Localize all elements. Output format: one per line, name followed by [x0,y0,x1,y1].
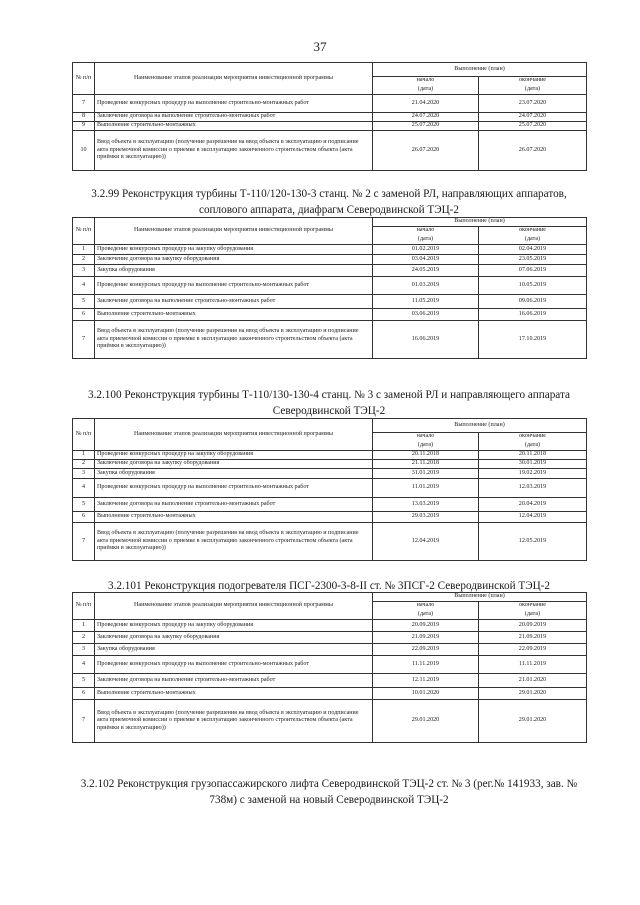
header-start: начало [373,227,479,236]
stage-name: Заключение договора на закупку оборудования [95,632,373,644]
table-row [73,498,587,512]
start-date: 12.04.2019 [373,523,479,561]
row-number: 6 [73,309,95,321]
end-date: 10.05.2019 [479,277,587,295]
start-date: 10.01.2020 [373,688,479,700]
start-date: 21.11.2018 [373,460,479,469]
end-date: 30.01.2019 [479,460,587,469]
start-date: 31.01.2019 [373,469,479,479]
table-row [73,656,587,674]
row-number: 2 [73,255,95,265]
stage-name: Проведение конкурсных процедур на закупку оборудования [95,245,373,255]
stage-name: Проведение конкурсных процедур на выполнение строительно-монтажных работ [95,277,373,295]
end-date: 29.01.2020 [479,700,587,743]
stage-name: Проведение конкурсных процедур на выполнение строительно-монтажных работ [95,656,373,674]
row-number: 10 [73,131,95,171]
start-date: 03.06.2019 [373,309,479,321]
table-row [73,469,587,479]
table-row [73,644,587,656]
stage-name: Ввод объекта в эксплуатацию (получение разрешения на ввод объекта в эксплуатацию и подписание акта приемочной комиссии о приемке в эксплуатацию законченного строительством объекта (акта приёмки в эксплуатацию)) [95,700,373,743]
end-date: 24.07.2020 [479,113,587,122]
table-row [73,113,587,122]
header-execution-plan: Выполнение (план) [373,63,587,77]
header-stage-name: Наименование этапов реализации мероприятия инвестиционной программы [95,63,373,95]
start-date: 22.09.2019 [373,644,479,656]
stage-name: Выполнение строительно-монтажных [95,688,373,700]
header-execution-plan: Выполнение (план) [373,218,587,227]
header-row [73,419,587,433]
schedule-table [72,217,587,359]
stage-name: Заключение договора на выполнение строительно-монтажных работ [95,295,373,309]
table-row [73,131,587,171]
header-start-unit: (дата) [373,86,479,95]
section-title: 3.2.99 Реконструкция турбины Т-110/120-130-3 станц. № 2 с заменой РЛ, направляющих аппаратов, соплового аппарата, диафрагм Северодвинской ТЭЦ-2 [91,188,567,216]
start-date: 29.03.2019 [373,512,479,523]
table-row [73,512,587,523]
table-row [73,620,587,632]
header-row [73,218,587,227]
section-title: 3.2.100 Реконструкция турбины Т-110/130-130-4 станц. № 3 с заменой РЛ и направляющего аппарата Северодвинской ТЭЦ-2 [88,389,570,417]
row-number: 6 [73,512,95,523]
header-stage-name: Наименование этапов реализации мероприятия инвестиционной программы [95,419,373,451]
start-date: 01.02.2019 [373,245,479,255]
end-date: 20.11.2018 [479,451,587,460]
table-row [73,295,587,309]
start-date: 12.11.2019 [373,674,479,688]
schedule-table [72,592,587,743]
stage-name: Проведение конкурсных процедур на закупку оборудования [95,620,373,632]
header-stage-name: Наименование этапов реализации мероприятия инвестиционной программы [95,593,373,620]
row-number: 3 [73,469,95,479]
header-number: № п/п [73,593,95,620]
stage-name: Заключение договора на закупку оборудования [95,255,373,265]
row-number: 8 [73,113,95,122]
stage-name: Заключение договора на закупку оборудования [95,460,373,469]
stage-name: Заключение договора на выполнение строительно-монтажных работ [95,113,373,122]
header-row [73,63,587,77]
start-date: 03.04.2019 [373,255,479,265]
start-date: 26.07.2020 [373,131,479,171]
stage-name: Ввод объекта в эксплуатацию (получение разрешения на ввод объекта в эксплуатацию и подписание акта приемочной комиссии о приемке в эксплуатацию законченного строительством объекта (акта приёмки в эксплуатацию)) [95,321,373,359]
section-title: 3.2.102 Реконструкция грузопассажирского лифта Северодвинской ТЭЦ-2 ст. № 3 (рег.№ 141933, зав. № 738м) с заменой на новый Северодвинской ТЭЦ-2 [80,778,578,806]
stage-name: Закупка оборудования [95,644,373,656]
start-date: 21.04.2020 [373,95,479,113]
stage-name: Выполнение строительно-монтажных [95,309,373,321]
header-stage-name: Наименование этапов реализации мероприятия инвестиционной программы [95,218,373,245]
start-date: 11.01.2019 [373,479,479,498]
header-start-unit: (дата) [373,442,479,451]
end-date: 19.02.2019 [479,469,587,479]
table-row [73,460,587,469]
row-number: 4 [73,277,95,295]
stage-name: Проведение конкурсных процедур на выполнение строительно-монтажных работ [95,95,373,113]
header-end: окончание [479,227,587,236]
stage-name: Выполнение строительно-монтажных [95,122,373,131]
row-number: 4 [73,656,95,674]
header-start: начало [373,77,479,86]
end-date: 21.09.2019 [479,632,587,644]
end-date: 09.06.2019 [479,295,587,309]
table-row [73,321,587,359]
header-start-unit: (дата) [373,236,479,245]
table-row [73,479,587,498]
row-number: 1 [73,620,95,632]
table-row [73,309,587,321]
start-date: 20.11.2018 [373,451,479,460]
stage-name: Закупка оборудования [95,265,373,277]
start-date: 20.09.2019 [373,620,479,632]
start-date: 24.05.2019 [373,265,479,277]
header-end: окончание [479,433,587,442]
header-number: № п/п [73,218,95,245]
row-number: 4 [73,479,95,498]
row-number: 7 [73,700,95,743]
schedule-table [72,62,587,171]
header-start: начало [373,602,479,611]
schedule-table [72,418,587,561]
end-date: 23.07.2020 [479,95,587,113]
header-row [73,593,587,602]
end-date: 23.05.2019 [479,255,587,265]
header-end-unit: (дата) [479,236,587,245]
stage-name: Проведение конкурсных процедур на выполнение строительно-монтажных работ [95,479,373,498]
table-row [73,700,587,743]
end-date: 20.04.2019 [479,498,587,512]
table-row [73,523,587,561]
table-row [73,632,587,644]
end-date: 17.10.2019 [479,321,587,359]
start-date: 25.07.2020 [373,122,479,131]
header-execution-plan: Выполнение (план) [373,419,587,433]
table-row [73,277,587,295]
end-date: 12.05.2019 [479,523,587,561]
header-number: № п/п [73,63,95,95]
end-date: 20.09.2019 [479,620,587,632]
table-row [73,122,587,131]
row-number: 2 [73,460,95,469]
row-number: 5 [73,498,95,512]
stage-name: Закупка оборудования [95,469,373,479]
table-row [73,255,587,265]
end-date: 07.06.2019 [479,265,587,277]
row-number: 5 [73,674,95,688]
end-date: 25.07.2020 [479,122,587,131]
stage-name: Ввод объекта в эксплуатацию (получение разрешения на ввод объекта в эксплуатацию и подписание акта приемочной комиссии о приемке в эксплуатацию законченного строительством объекта (акта приёмки в эксплуатацию)) [95,523,373,561]
row-number: 3 [73,644,95,656]
row-number: 7 [73,523,95,561]
end-date: 21.01.2020 [479,674,587,688]
table-row [73,245,587,255]
header-start-unit: (дата) [373,611,479,620]
header-end-unit: (дата) [479,611,587,620]
row-number: 1 [73,451,95,460]
start-date: 16.06.2019 [373,321,479,359]
section-title: 3.2.101 Реконструкция подогревателя ПСГ-2300-3-8-II ст. № 3ПСГ-2 Северодвинской ТЭЦ-2 [107,580,551,592]
header-end: окончание [479,602,587,611]
row-number: 7 [73,321,95,359]
end-date: 11.11.2019 [479,656,587,674]
end-date: 02.04.2019 [479,245,587,255]
table-row [73,451,587,460]
stage-name: Выполнение строительно-монтажных [95,512,373,523]
stage-name: Проведение конкурсных процедур на закупку оборудования [95,451,373,460]
start-date: 13.03.2019 [373,498,479,512]
row-number: 9 [73,122,95,131]
row-number: 2 [73,632,95,644]
start-date: 21.09.2019 [373,632,479,644]
table-row [73,688,587,700]
end-date: 29.01.2020 [479,688,587,700]
start-date: 11.05.2019 [373,295,479,309]
row-number: 6 [73,688,95,700]
header-end: окончание [479,77,587,86]
stage-name: Заключение договора на выполнение строительно-монтажных работ [95,674,373,688]
end-date: 16.06.2019 [479,309,587,321]
header-start: начало [373,433,479,442]
header-execution-plan: Выполнение (план) [373,593,587,602]
header-number: № п/п [73,419,95,451]
row-number: 3 [73,265,95,277]
stage-name: Заключение договора на выполнение строительно-монтажных работ [95,498,373,512]
start-date: 29.01.2020 [373,700,479,743]
row-number: 7 [73,95,95,113]
header-end-unit: (дата) [479,86,587,95]
table-row [73,265,587,277]
end-date: 12.04.2019 [479,512,587,523]
end-date: 22.09.2019 [479,644,587,656]
page-number: 37 [313,39,327,54]
table-row [73,95,587,113]
start-date: 24.07.2020 [373,113,479,122]
row-number: 1 [73,245,95,255]
start-date: 11.11.2019 [373,656,479,674]
end-date: 26.07.2020 [479,131,587,171]
header-end-unit: (дата) [479,442,587,451]
end-date: 12.03.2019 [479,479,587,498]
row-number: 5 [73,295,95,309]
start-date: 01.03.2019 [373,277,479,295]
stage-name: Ввод объекта в эксплуатацию (получение разрешения на ввод объекта в эксплуатацию и подписание акта приемочной комиссии о приемке в эксплуатацию законченного строительством объекта (акта приёмки в эксплуатацию)) [95,131,373,171]
table-row [73,674,587,688]
